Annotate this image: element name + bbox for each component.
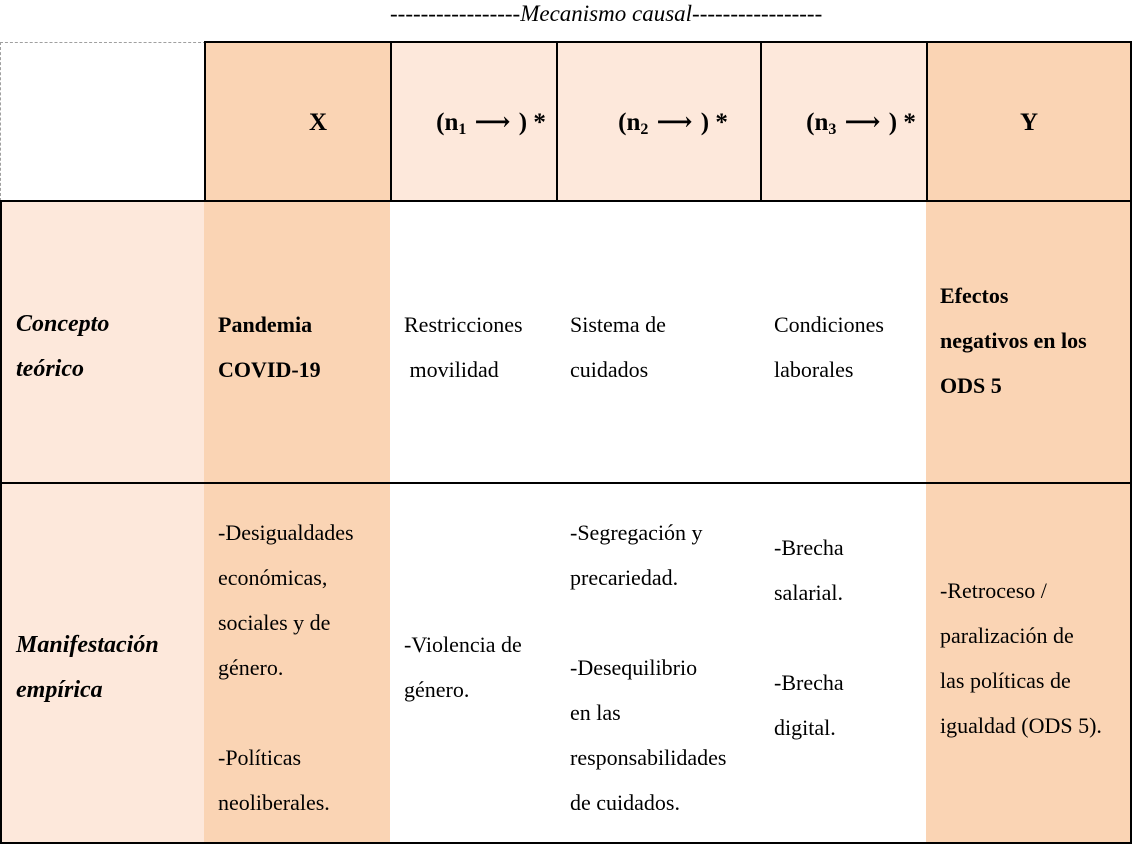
- list-item: -Retroceso / paralización de las políticas de igualdad (ODS 5).: [940, 578, 1102, 738]
- list-item: -Brecha salarial.: [774, 534, 844, 605]
- header-y-label: Y: [1019, 109, 1039, 136]
- list-item: -Desigualdades económicas, sociales y de género.: [218, 519, 354, 680]
- title-label: Mecanismo causal: [520, 1, 693, 26]
- title-left-dashes: -----------------: [390, 1, 521, 26]
- cell-n1-manifestacion: [390, 482, 558, 844]
- list-item: -Políticas neoliberales.: [218, 744, 330, 815]
- header-x: [204, 41, 392, 202]
- cell-n1-concepto: Restricciones movilidad: [390, 200, 558, 484]
- header-n2-label: ($n_2$ ⟶ ) *: [618, 109, 728, 138]
- arrow-icon: ⟶: [844, 109, 881, 136]
- header-corner-cell: [0, 42, 206, 201]
- header-n3-label: ($n_3$ ⟶ ) *: [806, 109, 916, 138]
- cell-n3-concepto: Condiciones laborales: [760, 200, 928, 484]
- header-n1: [392, 41, 558, 202]
- arrow-icon: ⟶: [656, 109, 693, 136]
- row-label-manifestacion-empirica: Manifestación empírica: [0, 482, 206, 844]
- header-n2: [558, 41, 762, 202]
- list-item: -Violencia de género.: [404, 632, 522, 702]
- arrow-icon: ⟶: [474, 109, 511, 136]
- cell-y-manifestacion: [926, 482, 1132, 844]
- row-label-concepto-teorico: Concepto teórico: [0, 200, 206, 484]
- list-item: -Desequilibrio en las responsabilidades de cuidados.: [570, 654, 727, 815]
- cell-x-manifestacion: [204, 482, 392, 844]
- cell-x-concepto: Pandemia COVID-19: [204, 200, 392, 484]
- cell-y-concepto: Efectos negativos en los ODS 5: [926, 200, 1132, 484]
- header-x-label: X: [308, 109, 328, 136]
- header-y: [928, 41, 1132, 202]
- header-n1-label: ($n_1$ ⟶ ) *: [436, 109, 546, 138]
- cell-n3-manifestacion: [760, 482, 928, 844]
- cell-n2-concepto: Sistema de cuidados: [556, 200, 762, 484]
- list-item: -Segregación y precariedad.: [570, 519, 703, 590]
- title-right-dashes: -----------------: [692, 1, 823, 26]
- causal-mechanism-title: [0, 0, 1132, 30]
- header-n3: [762, 41, 928, 202]
- cell-n2-manifestacion: [556, 482, 762, 844]
- list-item: -Brecha digital.: [774, 669, 844, 740]
